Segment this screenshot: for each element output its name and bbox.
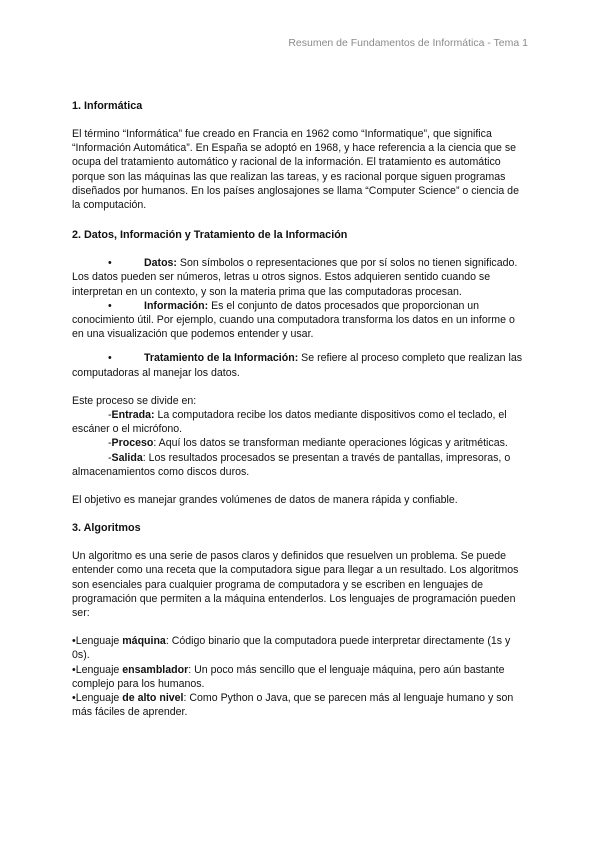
process-item-term: Entrada: [111, 409, 155, 422]
language-term: ensamblador [122, 663, 189, 676]
bullet-term: Datos: [144, 257, 177, 270]
process-item-text: : Aquí los datos se transforman mediante operaciones lógicas y aritméticas. [153, 437, 508, 450]
language-term: de alto nivel [122, 692, 184, 705]
language-prefix: Lenguaje [75, 635, 123, 648]
language-item-alto-nivel [72, 691, 528, 719]
language-prefix: Lenguaje [75, 692, 123, 705]
language-text: : Como Python o Java, que se parecen más al lenguaje humano y son más fáciles de aprender. [72, 692, 514, 719]
bullet-term: Tratamiento de la Información: [144, 352, 299, 365]
language-prefix: Lenguaje [75, 663, 123, 676]
language-item-maquina [72, 634, 528, 662]
bullet-text: Se refiere al proceso completo que realizan las computadoras al manejar los datos. [72, 352, 523, 379]
dash-symbol: - [108, 409, 112, 422]
bullet-informacion [72, 299, 528, 342]
language-item-ensamblador [72, 663, 528, 691]
section-2-heading: 2. Datos, Información y Tratamiento de la Información [72, 229, 348, 242]
bullet-datos [72, 256, 528, 299]
running-header: Resumen de Fundamentos de Informática - Tema 1 [288, 37, 528, 49]
language-term: máquina [122, 635, 166, 648]
language-text: : Un poco más sencillo que el lenguaje máquina, pero aún bastante complejo para los humanos. [72, 663, 505, 690]
process-item-term: Proceso [111, 437, 154, 450]
section-3-paragraph: Un algoritmo es una serie de pasos claros y definidos que resuelven un problema. Se puede entender como una receta que la computadora sigue para llegar a un resultado. Los algoritmos son esenciales para cualquier programa de computadora y se escriben en lenguajes de programación que permiten a la máquina entenderlos. Los lenguajes de programación pueden ser: [72, 550, 519, 620]
dash-symbol: - [108, 437, 112, 450]
process-item-proceso [72, 436, 528, 450]
process-item-text: La computadora recibe los datos mediante dispositivos como el teclado, el escáner o el micrófono. [72, 409, 507, 436]
section-3-heading: 3. Algoritmos [72, 522, 141, 535]
section-1-heading: 1. Informática [72, 100, 143, 112]
bullet-text: Son símbolos o representaciones que por sí solos no tienen significado. Los datos pueden ser números, letras u otros signos. Estos adquieren sentido cuando se interpretan en un contexto, y son la materia prima que las computadoras procesan. [72, 257, 518, 298]
document-body [72, 99, 528, 720]
bullet-tratamiento [72, 351, 528, 379]
bullet-symbol: • [108, 257, 112, 270]
bullet-symbol: • [108, 352, 112, 365]
language-text: : Código binario que la computadora puede interpretar directamente (1s y 0s). [72, 635, 511, 662]
bullet-symbol: • [72, 663, 76, 676]
process-item-salida [72, 451, 528, 479]
process-intro: Este proceso se divide en: [72, 394, 197, 407]
process-item-term: Salida [111, 451, 143, 464]
bullet-symbol: • [72, 692, 76, 705]
bullet-text: Es el conjunto de datos procesados que proporcionan un conocimiento útil. Por ejemplo, cuando una computadora transforma los datos en un informe o en una visualización que podemos entender y usar. [72, 299, 515, 341]
section-1-paragraph: El término “Informática” fue creado en Francia en 1962 como “Informatique”, que significa “Información Automática”. En España se adoptó en 1968, y hace referencia a la ciencia que se ocupa del tratamiento automático y racional de la información. El tratamiento es automático porque son las máquinas las que realizan las tareas, y es racional porque siguen programas diseñados por humanos. En los países anglosajones se llama “Computer Science” o ciencia de la computación. [72, 128, 519, 212]
bullet-term: Información: [144, 299, 209, 312]
section-2-closing: El objetivo es manejar grandes volúmenes de datos de manera rápida y confiable. [72, 494, 458, 507]
bullet-symbol: • [72, 635, 76, 648]
process-item-text: : Los resultados procesados se presentan a través de pantallas, impresoras, o almacenamientos como discos duros. [72, 451, 511, 478]
bullet-symbol: • [108, 299, 112, 312]
process-item-entrada [72, 408, 528, 436]
dash-symbol: - [108, 451, 112, 464]
